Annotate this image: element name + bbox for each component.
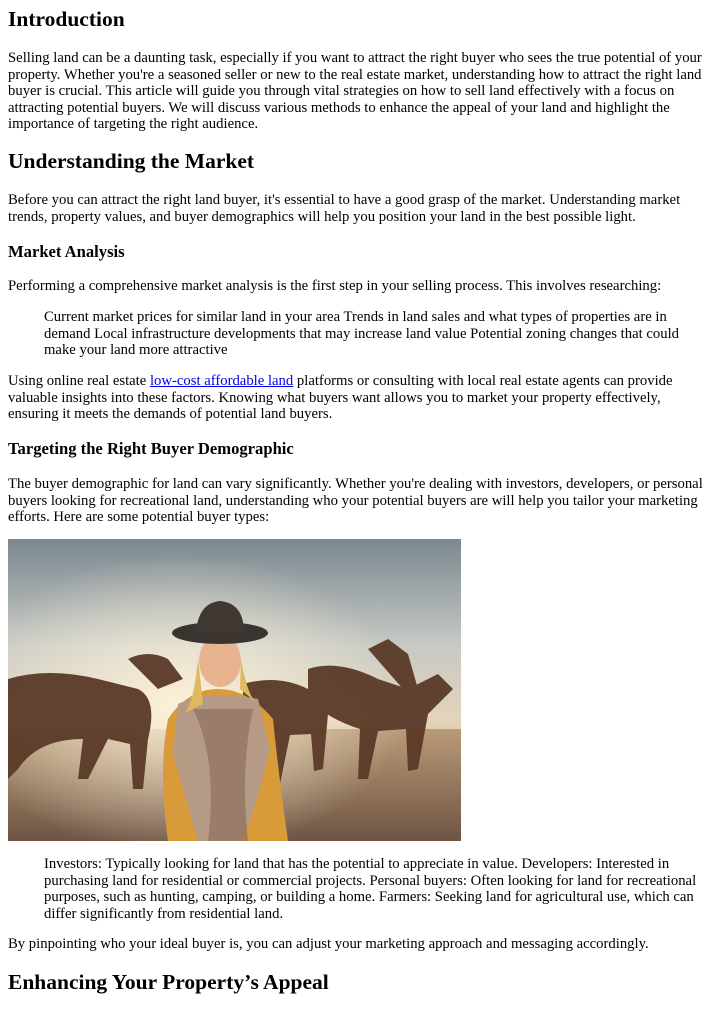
heading-introduction: Introduction [8,7,125,31]
analysis-link-paragraph [8,373,712,423]
market-paragraph: Before you can attract the right land buyer, it's essential to have a good grasp of the market. Understanding market trends, property values, and buyer demographics will help you position your land in the best possible light. [8,192,681,225]
demographic-paragraph: The buyer demographic for land can vary significantly. Whether you're dealing with investors, developers, or personal buyers looking for recreational land, understanding who your potential buyers are will help you tailor your marketing efforts. Here are some potential buyer types: [8,476,703,526]
heading-enhancing-appeal: Enhancing Your Property’s Appeal [8,970,329,994]
analysis-quote: Current market prices for similar land in your area Trends in land sales and what types of properties are in demand Local infrastructure developments that may increase land value Potential zoning changes that could make your land more attractive [44,309,680,359]
heading-understanding-market: Understanding the Market [8,149,255,173]
buyer-types-quote: Investors: Typically looking for land that has the potential to appreciate in value. Developers: Interested in purchasing land for residential or commercial projects. Personal buyers: Often looking for land for recreational purposes, such as hunting, camping, or building a home. Farmers: Seeking land for agricultural use, which can differ significantly from residential land. [44,856,697,922]
heading-market-analysis: Market Analysis [8,242,125,261]
intro-paragraph: Selling land can be a daunting task, especially if you want to attract the right buyer who sees the true potential of your property. Whether you're a seasoned seller or new to the real estate market, understanding how to attract the right land buyer is crucial. This article will guide you through vital strategies on how to sell land effectively with a focus on attracting potential buyers. We will discuss various methods to enhance the appeal of your land and highlight the importance of targeting the right audience. [8,50,702,133]
heading-targeting-demographic: Targeting the Right Buyer Demographic [8,439,294,458]
low-cost-affordable-land-link[interactable]: low-cost affordable land [149,373,294,389]
link-paragraph-end: platforms or consulting with local real estate agents can provide valuable insights into these factors. Knowing what buyers want allows you to market your property effectively, ensuring it meets the demands of potential land buyers. [8,373,673,423]
demographic-closing: By pinpointing who your ideal buyer is, you can adjust your marketing approach and messaging accordingly. [8,936,649,952]
analysis-paragraph: Performing a comprehensive market analysis is the first step in your selling process. This involves researching: [8,278,662,294]
link-paragraph-start: Using online real estate [8,373,150,389]
cowgirl-horses-photo [8,539,461,841]
